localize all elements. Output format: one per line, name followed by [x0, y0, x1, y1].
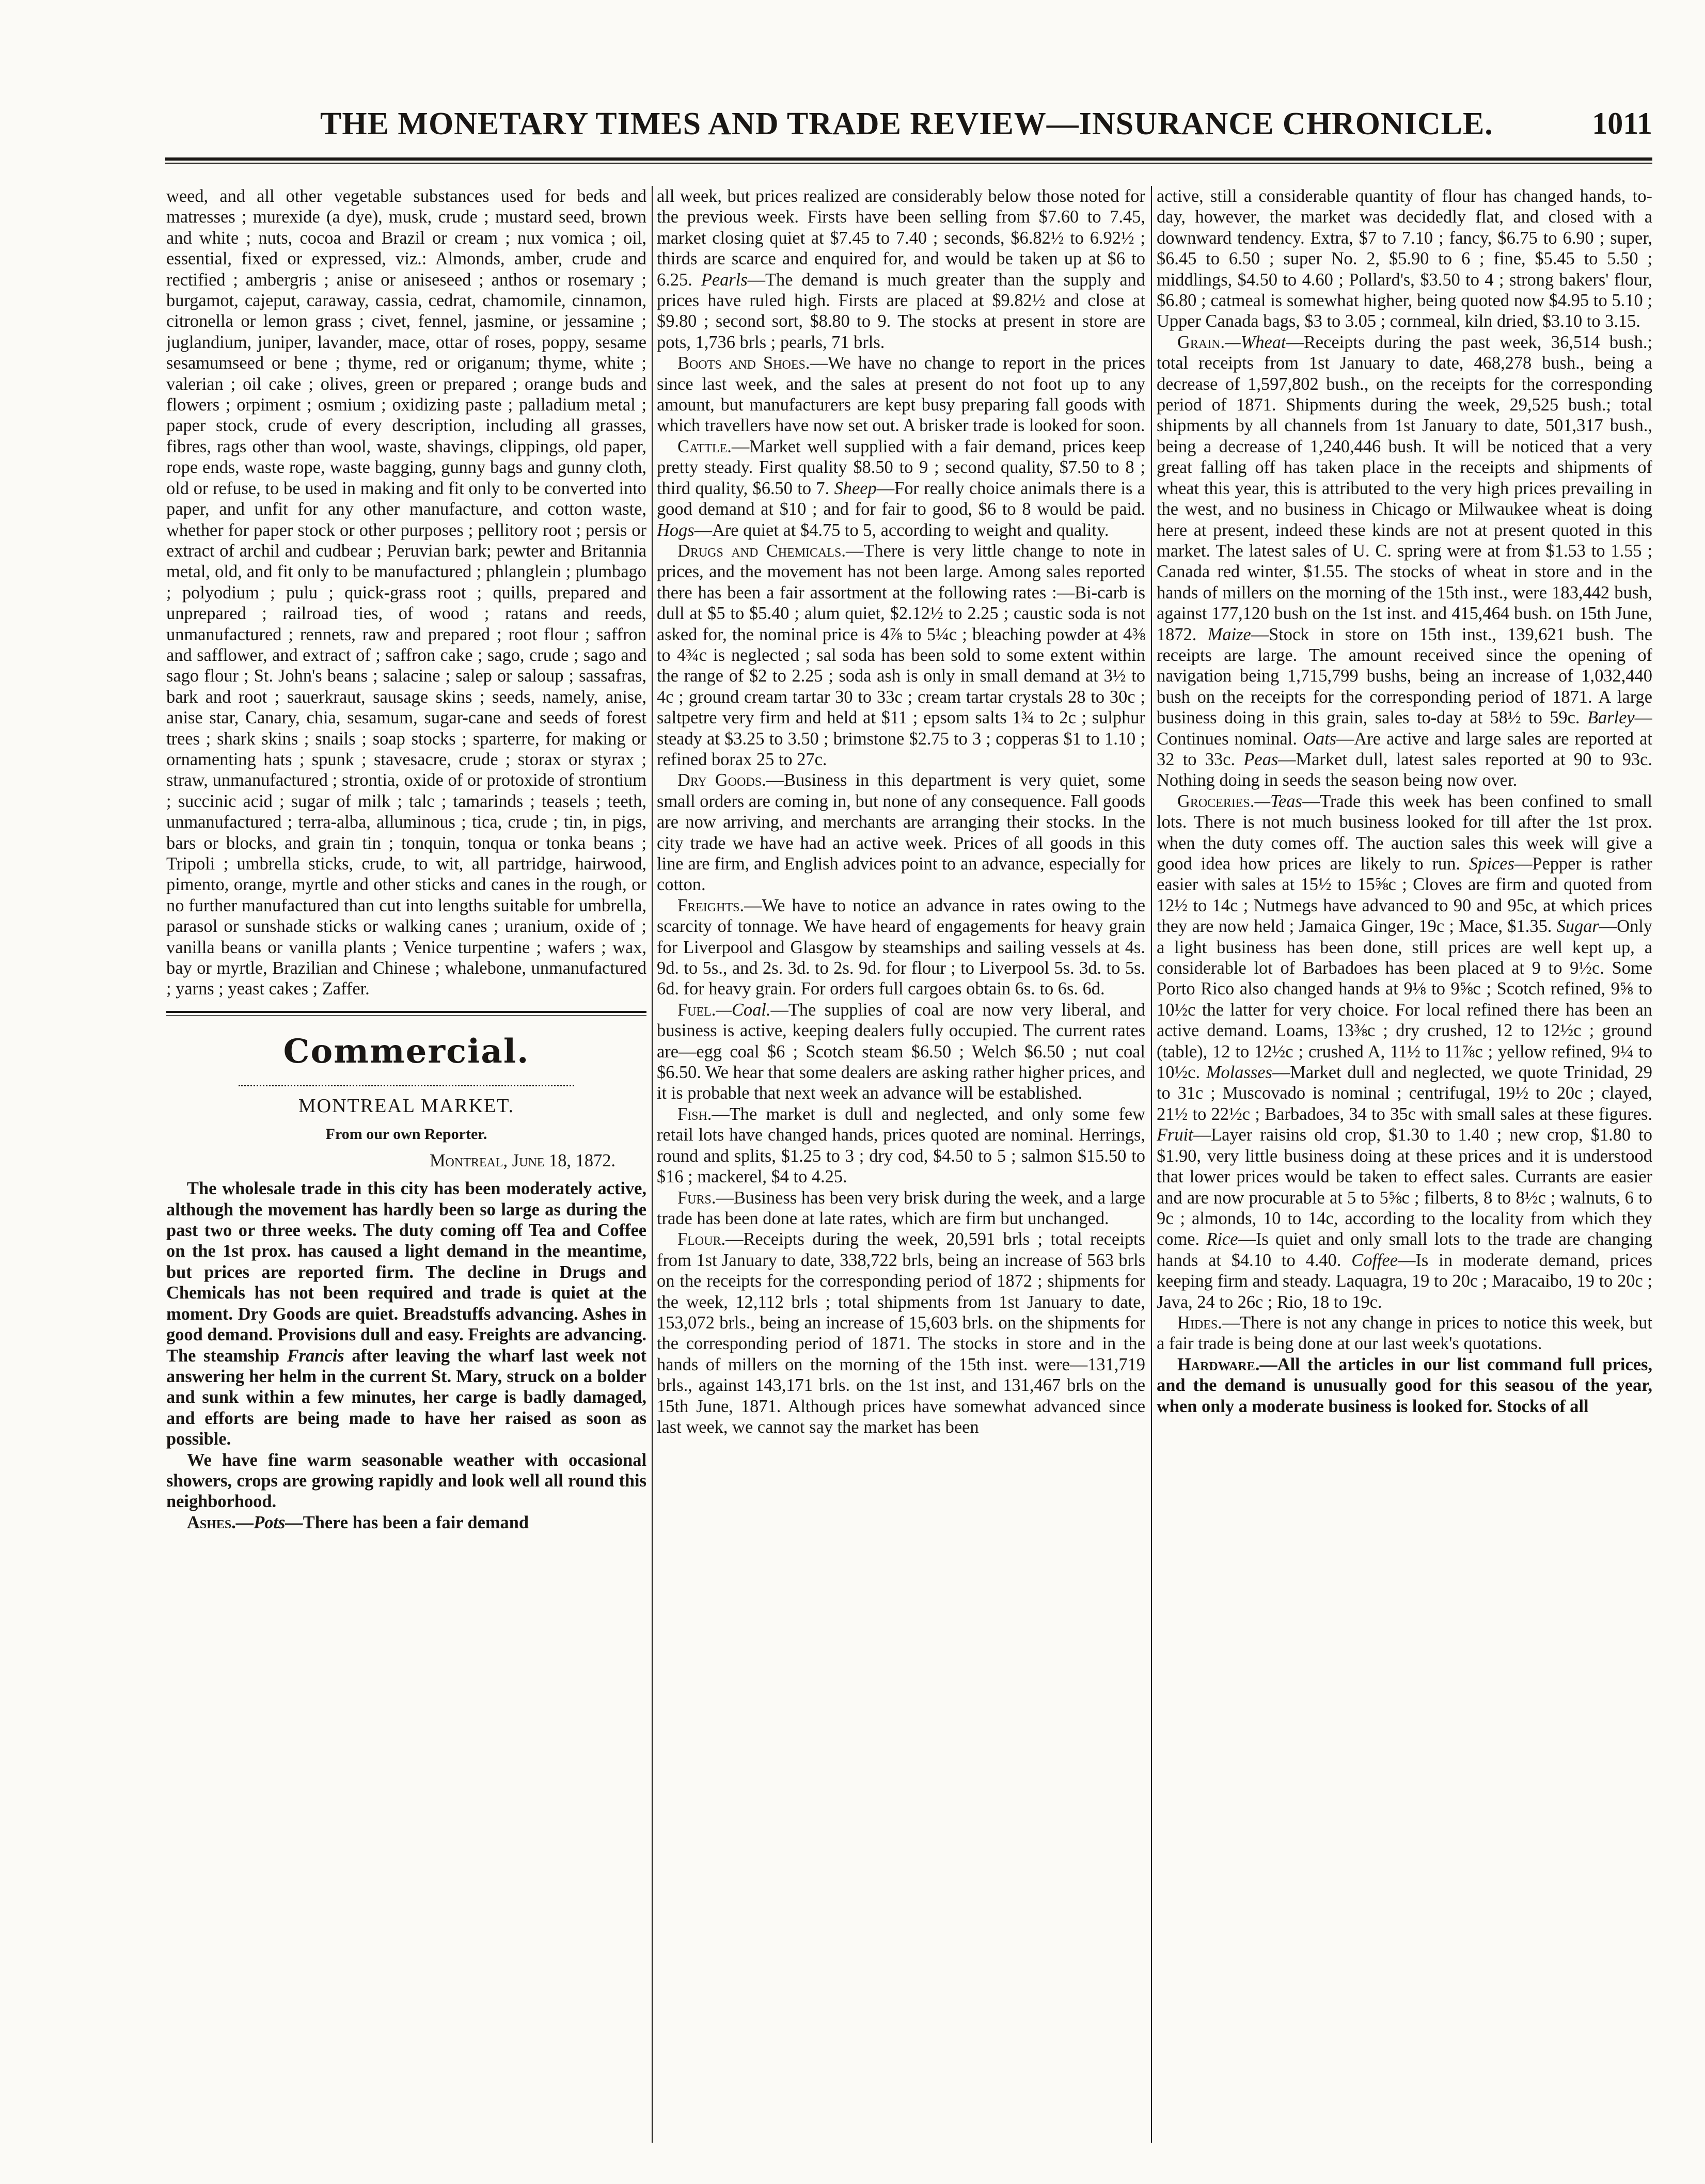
dateline: Montreal, June 18, 1872.	[429, 1150, 615, 1170]
column-1	[166, 186, 646, 2143]
hides-paragraph: Hides.—There is not any change in prices to notice this week, but a fair trade is being done at our last week's quotations.	[1157, 1312, 1652, 1354]
hardware-paragraph: Hardware.—All the articles in our list command full prices, and the demand is unusually good for this seasou of the year, when only a moderate business is looked for. Stocks of all	[1157, 1354, 1652, 1416]
page-number: 1011	[1592, 106, 1652, 140]
section-rule	[166, 1011, 646, 1016]
reporter-line: From our own Reporter.	[325, 1125, 487, 1143]
ship-name: Francis	[287, 1346, 344, 1366]
furs-paragraph: Furs.—Business has been very brisk during the week, and a large trade has been done at late rates, which are firm but unchanged.	[657, 1188, 1145, 1228]
flour-paragraph: Flour.—Receipts during the week, 20,591 brls ; total receipts from 1st January to date, 338,722 brls, being an increase of 563 brls on the receipts for the corresponding period of 1872 ; shipments for the week, 12,112 brls ; total shipments from 1st January to date, 153,072 brls., being an increase of 15,603 brls. on the shipments for the corresponding period of 1871. The stocks in store and in the hands of millers on the morning of the 15th inst. were—131,719 brls., against 143,171 brls. on the 1st inst, and 131,467 brls on the 15th June, 1871. Although prices have somewhat advanced since last week, we cannot say the market has been	[657, 1229, 1145, 1437]
fish-paragraph: Fish.—The market is dull and neglected, and only some few retail lots have changed hands, prices quoted are nominal. Herrings, round and splits, $1.25 to 3 ; dry cod, $4.50 to 5 ; salmon $15.50 to $16 ; mackerel, $4 to 4.25.	[657, 1104, 1145, 1187]
ashes-paragraph: Ashes.—Pots—There has been a fair demand	[187, 1512, 529, 1532]
freights-paragraph: Freights.—We have to notice an advance in rates owing to the scarcity of tonnage. We have heard of engagements for heavy grain for Liverpool and Glasgow by steamships and sailing vessels at 4s. 9d. to 5s., and 2s. 3d. to 2s. 9d. for flour ; to Liverpool 5s. 3d. to 5s. 6d. for heavy grain. For orders full cargoes obtain 6s. to 6s. 6d.	[657, 895, 1145, 999]
section-heading: Commercial.	[283, 1032, 530, 1071]
free-list-continued: weed, and all other vegetable substances used for beds and matresses ; murexide (a dye), musk, crude ; mustard seed, brown and white ; nuts, cocoa and Brazil or cream ; nux vomica ; oil, essential, fixed or expressed, viz.: Almonds, amber, crude and rectified ; ambergris ; anise or aniseseed ; anthos or rosemary ; burgamot, cajeput, caraway, cassia, cedrat, chamomile, cinnamon, citronella or lemon grass ; civet, fennel, jasmine, or jessamine ; juglandium, juniper, lavander, mace, ottar of roses, poppy, sesame sesamumseed or bene ; thyme, red or origanum; thyme, white ; valerian ; oil cake ; olives, green or prepared ; orange buds and flowers ; orpiment ; osmium ; oxidizing paste ; palladium metal ; paper stock, crude of every description, including all grasses, fibres, rags other than wool, waste, shavings, clippings, old paper, rope ends, waste rope, waste bagging, gunny bags and gunny cloth, old or refuse, to be used in making and fit only to be converted into paper, and unfit for any other manufacture, and cotton waste, whether for paper stock or other purposes ; pellitory root ; persis or extract of archil and cudbear ; Peruvian bark; pewter and Britannia metal, old, and fit only to be manufactured ; phlanglein ; plumbago ; polyodium ; pulu ; quick-grass root ; quills, prepared and unprepared ; railroad ties, of wood ; ratans and reeds, unmanufactured ; rennets, raw and prepared ; root flour ; saffron and safflower, and extract of ; saffron cake ; sago, crude ; sago and sago flour ; St. John's beans ; salacine ; salep or saloup ; sassafras, bark and root ; sauerkraut, sausage skins ; seeds, namely, anise, anise star, Canary, chia, sesamum, sugar-cane and seeds of forest trees ; shark skins ; snails ; soap stocks ; sparterre, for making or ornamenting hats ; spunk ; stavesacre, crude ; storax or styrax ; straw, unmanufactured ; strontia, oxide of or protoxide of strontium ; succinic acid ; sugar of milk ; talc ; tamarinds ; teasels ; teeth, unmanufactured ; terra-alba, alluminous ; tica, crude ; tin, in pigs, bars or blocks, and grain tin ; tonquin, tonqua or tonka beans ; Tripoli ; umbrella sticks, crude, to wit, all partridge, hairwood, pimento, orange, myrtle and other sticks and canes in the rough, or no further manufactured than cut into lengths suitable for umbrella, parasol or sunshade sticks or walking canes ; uranium, oxide of ; vanilla beans or vanilla plants ; Venice turpentine ; wafers ; wax, bay or myrtle, Brazilian and Chinese ; whalebone, unmanufactured ; yarns ; yeast cakes ; Zaffer.	[166, 186, 646, 999]
grain-paragraph: Grain.—Wheat—Receipts during the past week, 36,514 bush.; total receipts from 1st January to date, 468,278 bush., being a decrease of 1,597,802 bush., on the receipts for the corresponding period of 1871. Shipments during the week, 29,525 bush.; total shipments by all channels from 1st January to date, 501,317 bush., being a decrease of 1,240,446 bush. It will be noticed that a very great falling off has taken place in the receipts and shipments of wheat this year, this is attributed to the very high prices prevailing in the west, and no business in Chicago or Milwaukee wheat is doing here at present, indeed these kinds are not at present quoted in this market. The latest sales of U. C. spring were at from $1.53 to 1.55 ; Canada red winter, $1.55. The stocks of wheat in store and in the hands of millers on the morning of the 15th inst., were 183,442 bush, against 177,120 bush on the 1st inst. and 415,464 bush. on 15th June, 1872. Maize—Stock in store on 15th inst., 139,621 bush. The receipts are large. The amount received since the opening of navigation being 1,715,799 bushs, being an increase of 1,032,440 bush on the receipts for the corresponding period of 1871. A large business doing in this grain, sales to-day at 58½ to 59c. Barley—Continues nominal. Oats—Are active and large sales are reported at 32 to 33c. Peas—Market dull, latest sales reported at 90 to 93c. Nothing doing in seeds the season being now over.	[1157, 332, 1652, 790]
flour-continued: active, still a considerable quantity of flour has changed hands, to-day, however, the market was decidedly flat, and closed with a downward tendency. Extra, $7 to 7.10 ; fancy, $6.75 to 6.90 ; super, $6.45 to 6.50 ; super No. 2, $5.90 to 6 ; fine, $5.45 to 5.50 ; middlings, $4.50 to 4.60 ; Pollard's, $3.50 to 4 ; strong bakers' flour, $6.80 ; catmeal is somewhat higher, being quoted now $4.95 to 5.10 ; Upper Canada bags, $3 to 3.05 ; cornmeal, kiln dried, $3.10 to 3.15.	[1157, 186, 1652, 331]
column-3	[1157, 186, 1652, 2143]
dry-goods-paragraph: Dry Goods.—Business in this department is very quiet, some small orders are coming in, but none of any consequence. Fall goods are now arriving, and merchants are arranging their stocks. In the city trade we have had an active week. Prices of all goods in this line are firm, and English advices point to an advance, especially for cotton.	[657, 770, 1145, 895]
header-rule	[165, 157, 1652, 164]
column-2	[657, 186, 1145, 2143]
market-summary: The wholesale trade in this city has been moderately active, although the movement has hardly been so large as during the past two or three weeks. The duty coming off Tea and Coffee on the 1st prox. has caused a light demand in the meantime, but prices are reported firm. The decline in Drugs and Chemicals has not been required and trade is quiet at the moment. Dry Goods are quiet. Breadstuffs advancing. Ashes in good demand. Provisions dull and easy. Freights are advancing. The steamship Francis after leaving the wharf last week not answering her helm in the current St. Mary, struck on a bolder and sunk within a few minutes, her carge is badly damaged, and efforts are being made to have her raised as soon as possible.	[166, 1179, 646, 1449]
groceries-paragraph: Groceries.—Teas—Trade this week has been confined to small lots. There is not much business looked for till after the 1st prox. when the duty comes off. The auction sales this week will give a good idea how prices are likely to run. Spices—Pepper is rather easier with sales at 15½ to 15⅝c ; Cloves are firm and quoted from 12½ to 14c ; Nutmegs have advanced to 90 and 95c, at which prices they are now held ; Jamaica Ginger, 19c ; Mace, $1.35. Sugar—Only a light business has been done, still prices are well kept up, a considerable lot of Barbadoes has been placed at 9 to 9½c. Some Porto Rico also changed hands at 9⅛ to 9⅝c ; Scotch refined, 9⅝ to 10½c the latter for very choice. For local refined there has been an active demand. Loams, 13⅜c ; dry crushed, 12 to 12½c ; ground (table), 12 to 12½c ; crushed A, 11½ to 11⅞c ; yellow refined, 9¼ to 10½c. Molasses—Market dull and neglected, we quote Trinidad, 29 to 31c ; Muscovado is nominal ; centrifugal, 19½ to 20c ; clayed, 21½ to 22½c ; Barbadoes, 34 to 35c with small sales at these figures. Fruit—Layer raisins old crop, $1.30 to 1.40 ; new crop, $1.80 to $1.90, very little business doing at these prices and it is understood that lower prices would be taken to effect sales. Currants are easier and are now procurable at 5 to 5⅝c ; filberts, 8 to 8½c ; walnuts, 6 to 9c ; almonds, 10 to 14c, according to the locality from which they come. Rice—Is quiet and only small lots to the trade are changing hands at $4.10 to 4.40. Coffee—Is in moderate demand, prices keeping firm and steady. Laquagra, 19 to 20c ; Maracaibo, 19 to 20c ; Java, 24 to 26c ; Rio, 18 to 19c.	[1157, 791, 1652, 1312]
column-divider	[652, 186, 653, 2143]
page-header	[165, 106, 1652, 152]
cattle-paragraph: Cattle.—Market well supplied with a fair demand, prices keep pretty steady. First quality $8.50 to 9 ; second quality, $7.50 to 8 ; third quality, $6.50 to 7. Sheep—For really choice animals there is a good demand at $10 ; and for fair to good, $6 to 8 would be paid. Hogs—Are quiet at $4.75 to 5, according to weight and quality.	[657, 436, 1145, 540]
ornamental-rule	[239, 1078, 574, 1086]
fuel-paragraph: Fuel.—Coal.—The supplies of coal are now very liberal, and business is active, keeping dealers fully occupied. The current rates are—egg coal $6 ; Scotch steam $6.50 ; Welch $6.50 ; nut coal $6.50. We hear that some dealers are asking rather higher prices, and it is probable that next week an advance will be established.	[657, 1000, 1145, 1103]
market-heading: MONTREAL MARKET.	[298, 1095, 515, 1117]
column-divider	[1151, 186, 1152, 2143]
header-title: THE MONETARY TIMES AND TRADE REVIEW—INSURANCE CHRONICLE.	[320, 106, 1493, 141]
weather-paragraph: We have fine warm seasonable weather with occasional showers, crops are growing rapidly and look well all round this neighborhood.	[166, 1450, 646, 1512]
ashes-continued: all week, but prices realized are considerably below those noted for the previous week. Firsts have been selling from $7.60 to 7.45, market closing quiet at $7.45 to 7.40 ; seconds, $6.82½ to 6.92½ ; thirds are scarce and enquired for, and would be taken up at $6 to 6.25. Pearls—The demand is much greater than the supply and prices have ruled high. Firsts are placed at $9.82½ and close at $9.80 ; second sort, $8.80 to 9. The stocks at present in store are pots, 1,736 brls ; pearls, 71 brls.	[657, 186, 1145, 352]
boots-shoes-paragraph: Boots and Shoes.—We have no change to report in the prices since last week, and the sales at present do not foot up to any amount, but manufacturers are kept busy preparing fall goods with which travellers have now set out. A brisker trade is looked for soon.	[657, 353, 1145, 436]
ashes-label: Ashes.	[187, 1512, 236, 1532]
drugs-chemicals-paragraph: Drugs and Chemicals.—There is very little change to note in prices, and the movement has not been large. Among sales reported there has been a fair assortment at the following rates :—Bi-carb is dull at $5 to $5.40 ; alum quiet, $2.12½ to 2.25 ; caustic soda is not asked for, the nominal price is 4⅞ to 5¼c ; bleaching powder at 4⅜ to 4¾c is neglected ; sal soda has been sold to some extent within the range of $2 to 2.25 ; soda ash is only in small demand at 3½ to 4c ; ground cream tartar 30 to 33c ; cream tartar crystals 28 to 30c ; saltpetre very firm and held at $11 ; epsom salts 1¾ to 2c ; sulphur steady at $3.25 to 3.50 ; brimstone $2.75 to 3 ; copperas $1 to 1.10 ; refined borax 25 to 27c.	[657, 541, 1145, 769]
